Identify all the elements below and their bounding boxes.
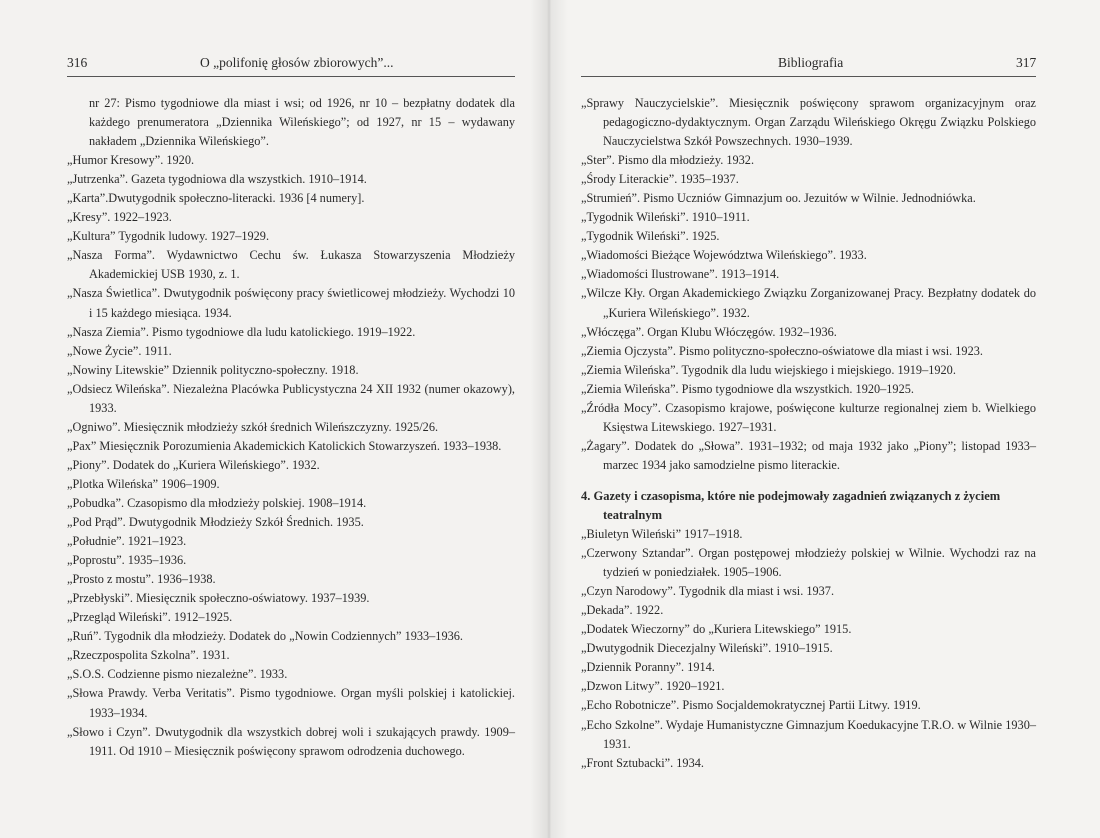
bibliography-entry: „Front Sztubacki”. 1934. bbox=[581, 755, 704, 770]
left-page bbox=[0, 0, 548, 838]
section-heading: 4. Gazety i czasopisma, które nie podejmowały zagadnień związanych z życiem teatralnym bbox=[581, 488, 1001, 522]
bibliography-entry: „Nowiny Litewskie” Dziennik polityczno-społeczny. 1918. bbox=[67, 362, 359, 377]
bibliography-entry: „Pobudka”. Czasopismo dla młodzieży polskiej. 1908–1914. bbox=[67, 495, 367, 510]
bibliography-entry: „Jutrzenka”. Gazeta tygodniowa dla wszystkich. 1910–1914. bbox=[67, 172, 367, 187]
bibliography-entry: „Pax” Miesięcznik Porozumienia Akademickich Katolickich Stowarzyszeń. 1933–1938. bbox=[67, 438, 502, 453]
bibliography-entry: „Poprostu”. 1935–1936. bbox=[67, 553, 187, 568]
bibliography-entry: „Dzwon Litwy”. 1920–1921. bbox=[581, 679, 725, 694]
bibliography-entry: „Prosto z mostu”. 1936–1938. bbox=[67, 572, 216, 587]
bibliography-entry: „Południe”. 1921–1923. bbox=[67, 534, 187, 549]
bibliography-entry: „Karta”.Dwutygodnik społeczno-literacki. 1936 [4 numery]. bbox=[67, 191, 365, 206]
left-running-title: O „polifonię głosów zbiorowych”... bbox=[200, 55, 394, 70]
bibliography-entry: „Ziemia Wileńska”. Pismo tygodniowe dla wszystkich. 1920–1925. bbox=[581, 381, 914, 396]
bibliography-entry: „Kultura” Tygodnik ludowy. 1927–1929. bbox=[67, 229, 270, 244]
bibliography-entry: „Przebłyski”. Miesięcznik społeczno-oświatowy. 1937–1939. bbox=[67, 591, 370, 606]
bibliography-entry: „Słowo i Czyn”. Dwutygodnik dla wszystkich dobrej woli i szukających prawdy. 1909–1911. Od 1910 – Miesięcznik poświęcony sprawom odrodzenia duchowego. bbox=[67, 724, 515, 758]
bibliography-entry: „Żagary”. Dodatek do „Słowa”. 1931–1932; od maja 1932 jako „Piony”; listopad 1933–marzec 1934 jako samodzielne pismo literackie. bbox=[581, 438, 1036, 472]
bibliography-entry: „Echo Robotnicze”. Pismo Socjaldemokratycznej Partii Litwy. 1919. bbox=[581, 698, 921, 713]
bibliography-entry: „Dwutygodnik Diecezjalny Wileński”. 1910–1915. bbox=[581, 641, 833, 656]
bibliography-entry: „Pod Prąd”. Dwutygodnik Młodzieży Szkół Średnich. 1935. bbox=[67, 515, 364, 530]
bibliography-entry: „Piony”. Dodatek do „Kuriera Wileńskiego”. 1932. bbox=[67, 457, 320, 472]
left-header-rule bbox=[67, 76, 515, 77]
bibliography-entry: „Źródła Mocy”. Czasopismo krajowe, poświęcone kulturze regionalnej ziem b. Wielkiego Księstwa Litewskiego. 1927–1931. bbox=[581, 400, 1036, 434]
bibliography-entry: „Ruń”. Tygodnik dla młodzieży. Dodatek do „Nowin Codziennych” 1933–1936. bbox=[67, 629, 463, 644]
bibliography-entry: „Nowe Życie”. 1911. bbox=[67, 343, 172, 358]
bibliography-entry: „Ogniwo”. Miesięcznik młodzieży szkół średnich Wileńszczyzny. 1925/26. bbox=[67, 419, 439, 434]
right-running-title: Bibliografia bbox=[778, 55, 844, 70]
bibliography-entry: „Dekada”. 1922. bbox=[581, 603, 664, 618]
bibliography-entry: „Dziennik Poranny”. 1914. bbox=[581, 660, 715, 675]
bibliography-entry: „Wiadomości Ilustrowane”. 1913–1914. bbox=[581, 267, 780, 282]
bibliography-entry: „Sprawy Nauczycielskie”. Miesięcznik poświęcony sprawom organizacyjnym oraz pedagogiczno-dydaktycznym. Organ Zarządu Wileńskiego Okręgu Związku Polskiego Nauczycielstwa Szkół Powszechnych. 1930–1939. bbox=[581, 96, 1036, 149]
bibliography-entry: „Nasza Ziemia”. Pismo tygodniowe dla ludu katolickiego. 1919–1922. bbox=[67, 324, 416, 339]
bibliography-entry: „Włóczęga”. Organ Klubu Włóczęgów. 1932–1936. bbox=[581, 324, 837, 339]
bibliography-entry: „Czyn Narodowy”. Tygodnik dla miast i wsi. 1937. bbox=[581, 584, 835, 599]
right-page bbox=[548, 0, 1100, 838]
bibliography-entry: „Ster”. Pismo dla młodzieży. 1932. bbox=[581, 153, 755, 168]
bibliography-entry: „Wiadomości Bieżące Województwa Wileńskiego”. 1933. bbox=[581, 248, 867, 263]
left-page-number: 316 bbox=[67, 55, 88, 70]
bibliography-entry: „Ziemia Wileńska”. Tygodnik dla ludu wiejskiego i miejskiego. 1919–1920. bbox=[581, 362, 956, 377]
bibliography-entry: „Wilcze Kły. Organ Akademickiego Związku Zorganizowanej Pracy. Bezpłatny dodatek do „Kuriera Wileńskiego”. 1932. bbox=[581, 286, 1036, 320]
bibliography-entry: „S.O.S. Codzienne pismo niezależne”. 1933. bbox=[67, 667, 288, 682]
bibliography-entry: „Rzeczpospolita Szkolna”. 1931. bbox=[67, 648, 230, 663]
bibliography-entry: „Kresy”. 1922–1923. bbox=[67, 210, 172, 225]
bibliography-entry: „Nasza Forma”. Wydawnictwo Cechu św. Łukasza Stowarzyszenia Młodzieży Akademickiej USB 1930, z. 1. bbox=[67, 248, 515, 282]
left-bibliography-list bbox=[67, 94, 515, 761]
bibliography-entry: „Środy Literackie”. 1935–1937. bbox=[581, 172, 739, 187]
right-header-rule bbox=[581, 76, 1036, 77]
bibliography-entry: „Tygodnik Wileński”. 1925. bbox=[581, 229, 720, 244]
right-page-number: 317 bbox=[1016, 55, 1037, 70]
bibliography-entry: nr 27: Pismo tygodniowe dla miast i wsi; od 1926, nr 10 – bezpłatny dodatek dla każdego prenumeratora „Dziennika Wileńskiego”; od 1927, nr 15 – wydawany nakładem „Dziennika Wileńskiego”. bbox=[89, 96, 515, 149]
bibliography-entry: „Czerwony Sztandar”. Organ postępowej młodzieży polskiej w Wilnie. Wychodzi raz na tydzień w poniedziałek. 1905–1906. bbox=[581, 546, 1036, 580]
bibliography-entry: „Tygodnik Wileński”. 1910–1911. bbox=[581, 210, 750, 225]
bibliography-entry: „Słowa Prawdy. Verba Veritatis”. Pismo tygodniowe. Organ myśli polskiej i katolickiej. 1933–1934. bbox=[67, 686, 515, 720]
right-bibliography-list bbox=[581, 94, 1036, 773]
bibliography-entry: „Nasza Świetlica”. Dwutygodnik poświęcony pracy świetlicowej młodzieży. Wychodzi 10 i 15 każdego miesiąca. 1934. bbox=[67, 286, 515, 320]
bibliography-entry: „Strumień”. Pismo Uczniów Gimnazjum oo. Jezuitów w Wilnie. Jednodniówka. bbox=[581, 191, 976, 206]
bibliography-entry: „Plotka Wileńska” 1906–1909. bbox=[67, 476, 220, 491]
bibliography-entry: „Odsiecz Wileńska”. Niezależna Placówka Publicystyczna 24 XII 1932 (numer okazowy), 1933. bbox=[67, 381, 515, 415]
bibliography-entry: „Echo Szkolne”. Wydaje Humanistyczne Gimnazjum Koedukacyjne T.R.O. w Wilnie 1930–1931. bbox=[581, 717, 1036, 751]
bibliography-entry: „Dodatek Wieczorny” do „Kuriera Litewskiego” 1915. bbox=[581, 622, 852, 637]
bibliography-entry: „Humor Kresowy”. 1920. bbox=[67, 153, 195, 168]
bibliography-entry: „Przegląd Wileński”. 1912–1925. bbox=[67, 610, 233, 625]
bibliography-entry: „Ziemia Ojczysta”. Pismo polityczno-społeczno-oświatowe dla miast i wsi. 1923. bbox=[581, 343, 983, 358]
bibliography-entry: „Biuletyn Wileński” 1917–1918. bbox=[581, 527, 743, 542]
